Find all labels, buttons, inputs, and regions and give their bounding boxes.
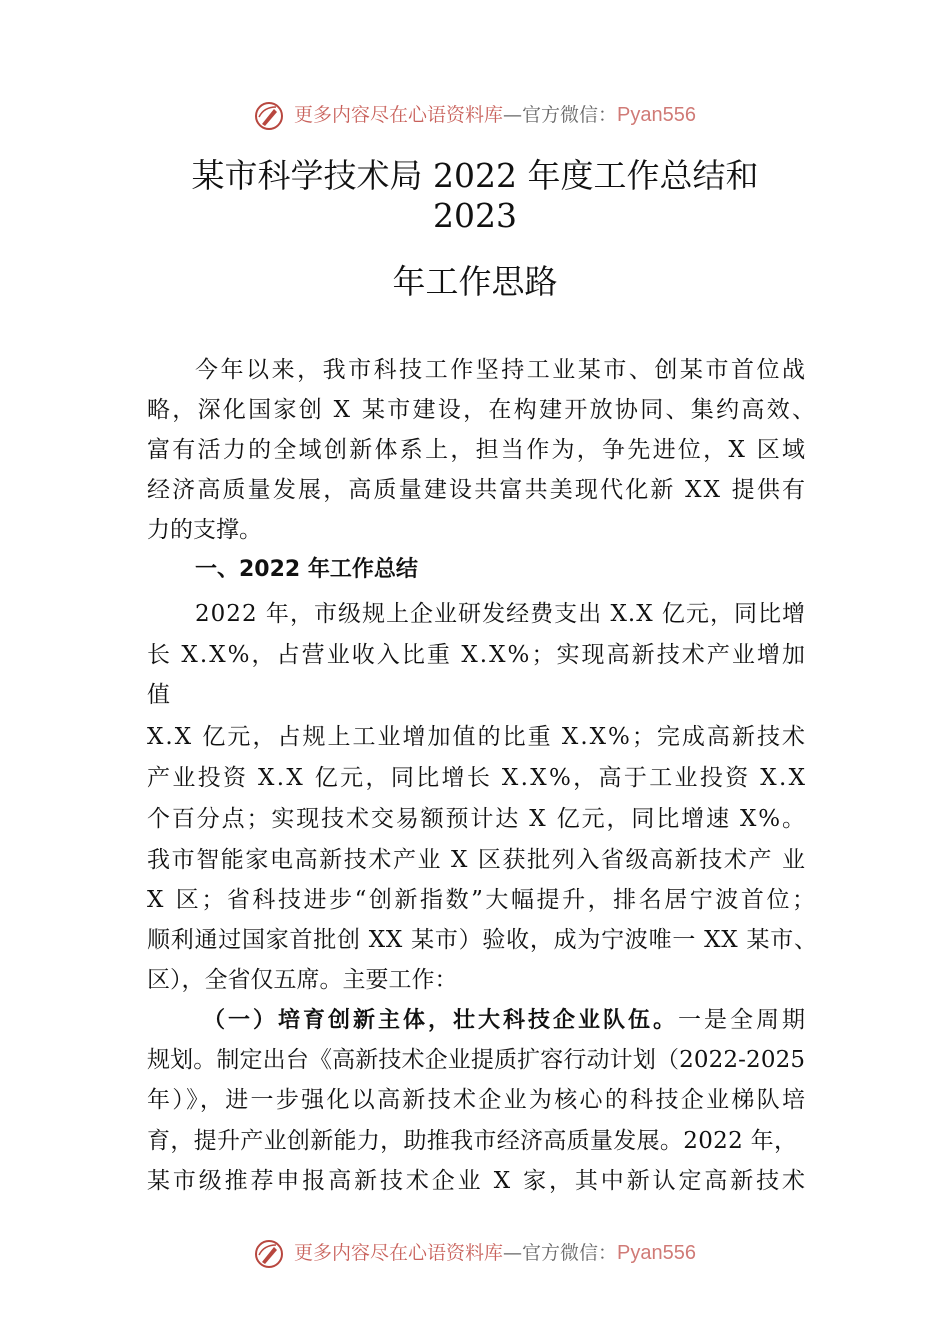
paragraph-line: 力的支撑。 <box>147 517 262 543</box>
quill-logo-icon <box>254 1239 284 1269</box>
watermark-dash: — <box>503 104 523 126</box>
paragraph-line: 长 X.X%，占营业收入比重 X.X%；实现高新技术产业增加 <box>147 642 808 668</box>
paragraph-line: 个百分点；实现技术交易额预计达 X 亿元，同比增速 X%。 <box>147 806 807 832</box>
title-line-3: 年工作思路 <box>392 262 558 301</box>
watermark-footer <box>0 1235 950 1271</box>
watermark-label: 官方微信： <box>522 104 618 126</box>
watermark-account: Pyan556 <box>617 104 697 126</box>
paragraph-line: 值 <box>147 682 170 708</box>
quill-logo-icon <box>254 101 284 131</box>
title-line-1: 某市科学技术局 2022 年度工作总结和 <box>191 156 759 195</box>
paragraph-line: 我市智能家电高新技术产业 X 区获批列入省级高新技术产 业 <box>147 847 807 873</box>
watermark-account: Pyan556 <box>617 1242 697 1264</box>
paragraph-text: 一是全周期 <box>677 1007 808 1033</box>
section-heading: 一、2022 年工作总结 <box>195 557 418 582</box>
paragraph-line: 富有活力的全域创新体系上，担当作为，争先进位，X 区域 <box>147 437 808 463</box>
watermark-site: 更多内容尽在心语资料库 <box>294 1242 504 1264</box>
paragraph-line: 育，提升产业创新能力，助推我市经济高质量发展。2022 年， <box>147 1128 798 1154</box>
paragraph-line: 区），全省仅五席。主要工作： <box>147 967 458 993</box>
paragraph-line: 2022 年，市级规上企业研发经费支出 X.X 亿元，同比增 <box>195 601 807 627</box>
title-line-2: 2023 <box>433 196 517 235</box>
paragraph-line: 略，深化国家创 X 某市建设，在构建开放协同、集约高效、 <box>147 397 818 423</box>
paragraph-line: 产业投资 X.X 亿元，同比增长 X.X%，高于工业投资 X.X <box>147 765 808 791</box>
paragraph-line: X 区；省科技进步“创新指数”大幅提升，排名居宁波首位； <box>147 887 818 913</box>
watermark-dash: — <box>503 1242 523 1264</box>
watermark-label: 官方微信： <box>522 1242 618 1264</box>
paragraph-line: 经济高质量发展，高质量建设共富共美现代化新 XX 提供有 <box>147 477 808 503</box>
watermark-site: 更多内容尽在心语资料库 <box>294 104 504 126</box>
paragraph-line-subheading <box>203 1000 808 1040</box>
paragraph-line: 年）》，进一步强化以高新技术企业为核心的科技企业梯队培 <box>147 1087 808 1113</box>
paragraph-line: 某市级推荐申报高新技术企业 X 家，其中新认定高新技术 <box>147 1168 808 1194</box>
watermark-header <box>0 97 950 133</box>
paragraph-line: X.X 亿元，占规上工业增加值的比重 X.X%；完成高新技术 <box>147 724 807 750</box>
paragraph-line: 今年以来，我市科技工作坚持工业某市、创某市首位战 <box>195 357 808 383</box>
paragraph-line: 规划。制定出台《高新技术企业提质扩容行动计划（2022-2025 <box>147 1047 806 1073</box>
paragraph-line: 顺利通过国家首批创 XX 某市）验收，成为宁波唯一 XX 某市、 <box>147 927 818 953</box>
subsection-heading: （一）培育创新主体，壮大科技企业队伍。 <box>203 1008 678 1033</box>
